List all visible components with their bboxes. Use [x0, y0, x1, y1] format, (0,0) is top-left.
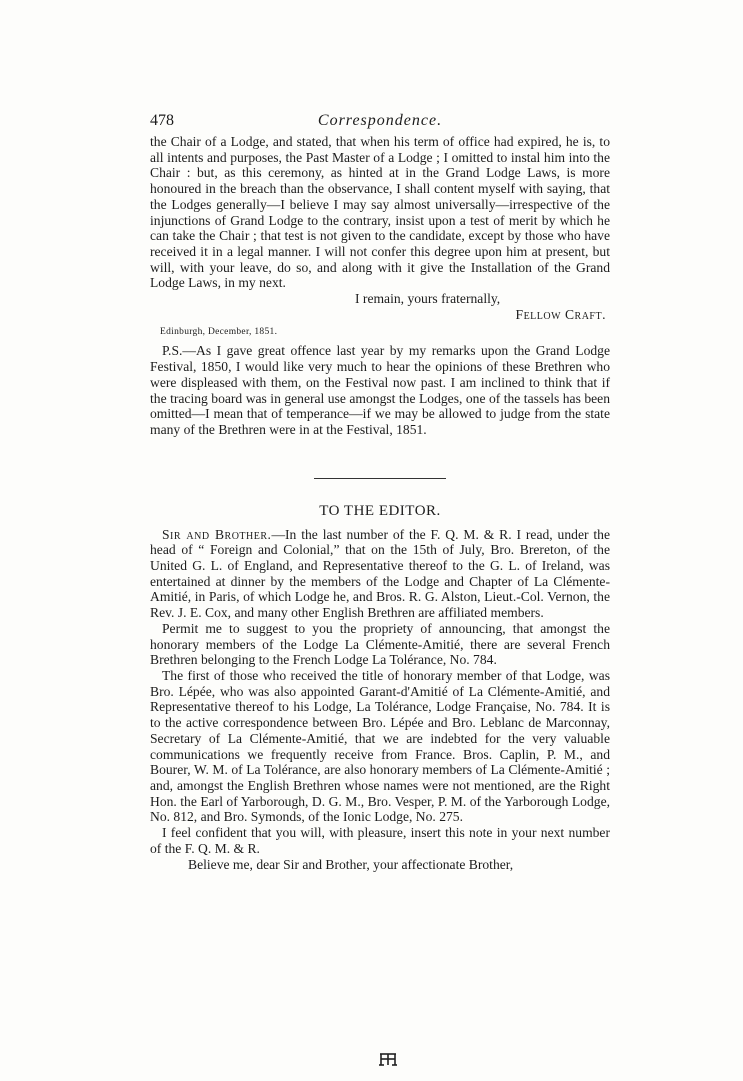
letter2-paragraph-1 [150, 527, 610, 621]
section-divider [314, 478, 446, 479]
letter2-paragraph-4: I feel confident that you will, with pleasure, insert this note in your next number of the F. Q. M. & R. [150, 825, 610, 856]
letter1-postscript: P.S.—As I gave great offence last year by my remarks upon the Grand Lodge Festival, 1850, I would like very much to hear the opinions of these Brethren who were displeased with them, on the Festival now past. I am inclined to think that if the tracing board was in general use amongst the Lodges, one of the tassels has been omitted—I mean that of temperance—if we may be allowed to judge from the state many of the Brethren were in at the Festival, 1851. [150, 343, 610, 437]
letter2-paragraph-3: The first of those who received the title of honorary member of that Lodge, was Bro. Lépée, who was also appointed Garant-d'Amitié of La Clémente-Amitié, and Representative thereof to his Lodge, La Tolérance, Lodge Française, No. 784. It is to the active correspondence between Bro. Lépée and Bro. Leblanc de Marconnay, Secretary of La Clémente-Amitié, that we are indebted for the very valuable communications we frequently receive from France. Bros. Caplin, P. M., and Bourer, W. M. of La Tolérance, are also honorary members of La Clémente-Amitié ; and, amongst the English Brethren whose names were not mentioned, are the Right Hon. the Earl of Yarborough, D. G. M., Bro. Vesper, P. M. of the Yarborough Lodge, No. 812, and Bro. Symonds, of the Ionic Lodge, No. 275. [150, 667, 610, 825]
page-number: 478 [150, 112, 174, 129]
letter2-paragraph-1-text: —In the last number of the F. Q. M. & R. I read, under the head of “ Foreign and Colonial,” that on the 15th of July, Bro. Brereton, of the United G. L. of England, and Representative thereof to the G. L. of Ireland, was entertained at dinner by the members of the Lodge and Chapter of La Clémente-Amitié, in Paris, of which Lodge he, and Bros. R. G. Alston, Lieut.-Col. Vernon, the Rev. J. E. Cox, and many other English Brethren are affiliated members. [150, 526, 610, 621]
letter1-dateline: Edinburgh, December, 1851. [160, 327, 278, 338]
letter1-closing: I remain, yours fraternally, [355, 291, 501, 307]
letter1-signature: Fellow Craft. [515, 306, 606, 322]
letter2-signoff: Believe me, dear Sir and Brother, your affectionate Brother, [188, 857, 514, 873]
monogram-mark [378, 1052, 398, 1066]
running-title: Correspondence. [317, 112, 443, 129]
letter2-paragraph-2: Permit me to suggest to you the propriety of announcing, that amongst the honorary members of the Lodge La Clémente-Amitié, there are several French Brethren belonging to the French Lodge La Tolérance, No. 784. [150, 620, 610, 668]
letter2-title: TO THE EDITOR. [319, 502, 441, 519]
letter2-salutation: Sir and Brother. [162, 526, 272, 542]
letter1-body: the Chair of a Lodge, and stated, that when his term of office had expired, he is, to all intents and purposes, the Past Master of a Lodge ; I omitted to instal him into the Chair : but, as this ceremony, as hinted at in the Grand Lodge Laws, is more honoured in the breach than the observance, I shall content myself with saying, that the Lodges generally—I believe I may say almost universally—irrespective of the injunctions of Grand Lodge to the contrary, insist upon a test of merit by which he can take the Chair ; that test is not given to the candidate, except by those who have received it in a legal manner. I will not confer this degree upon him at present, but will, with your leave, do so, and along with it give the Installation of the Grand Lodge Laws, in my next. [150, 134, 610, 291]
document-page [150, 112, 610, 873]
page-header [150, 112, 610, 134]
